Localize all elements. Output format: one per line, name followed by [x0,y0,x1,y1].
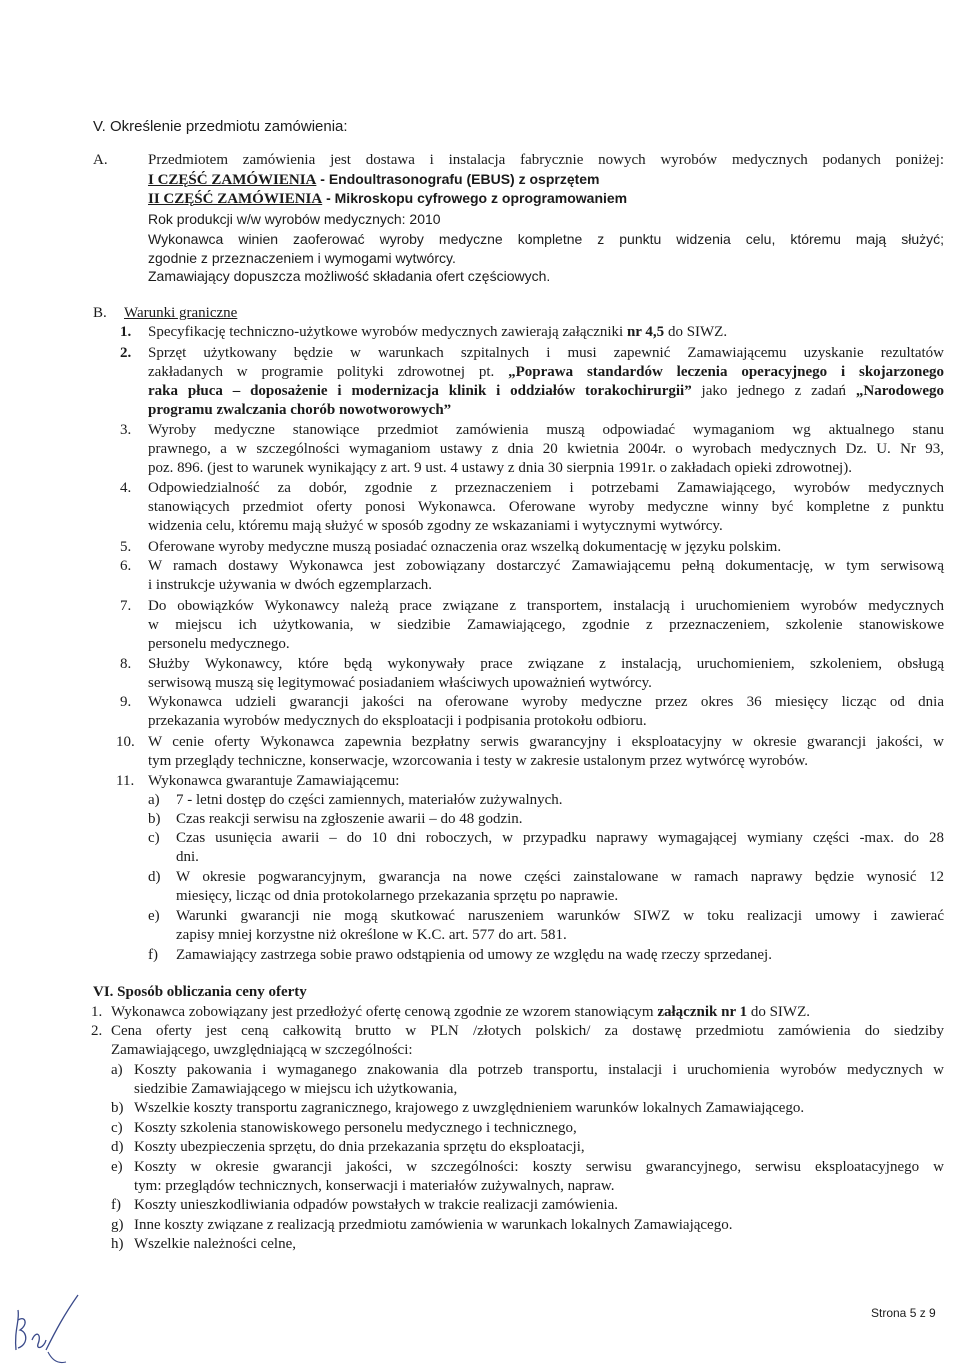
paragraph-line: W okresie pogwarancyjnym, gwarancja na nowe części zainstalowane w ramach naprawy będzie wynosić 12 [176,869,944,885]
sub-label: b) [148,811,161,827]
sub-label: a) [148,792,160,808]
paragraph-line: dni. [176,849,199,865]
paragraph-line: W ramach dostawy Wykonawca jest zobowiązany dostarczyć Zamawiającemu pełną dokumentację, w tym serwisową [148,558,944,574]
subsection-heading: Warunki graniczne [124,305,238,321]
sub-label: a) [111,1062,123,1078]
item-number: 4. [120,480,132,496]
paragraph-line: II CZĘŚĆ ZAMÓWIENIA - Mikroskopu cyfrowego z oprogramowaniem [148,190,628,207]
item-number: 6. [120,558,132,574]
paragraph-line: tym przeglądy techniczne, konserwacje, wzorcowania i testy w zakresie ustalonym przez wytwórcę wyrobów. [148,753,809,769]
paragraph-line: personelu medycznego. [148,636,290,652]
paragraph-line: zgodnie z przeznaczeniem i wymogami wytwórcy. [148,250,456,266]
paragraph-line: przekazania wyrobów medycznych do eksploatacji i podpisania protokołu odbioru. [148,713,647,729]
paragraph-line: Sprzęt użytkowany będzie w warunkach szpitalnych i musi zapewnić Zamawiającemu uzyskanie rezultatów [148,345,944,361]
paragraph-line: Zamawiający zastrzega sobie prawo odstąpienia od umowy ze względu na wadę rzeczy sprzedanej. [176,947,772,963]
item-number: 9. [120,694,132,710]
sub-label: b) [111,1100,124,1116]
paragraph-line: Wszelkie należności celne, [134,1236,296,1252]
sub-label: f) [111,1197,121,1213]
paragraph-line: Wykonawca gwarantuje Zamawiającemu: [148,773,400,789]
paragraph-line: Warunki gwarancji nie mogą skutkować naruszeniem warunków SIWZ w toku realizacji umowy i zawierać [176,908,944,924]
paragraph-line: Zamawiający dopuszcza możliwość składania ofert częściowych. [148,268,551,284]
paragraph-line: Wykonawca zobowiązany jest przedłożyć ofertę cenową zgodnie ze wzorem stanowiącym załącznik nr 1 do SIWZ. [111,1004,811,1020]
paragraph-line: Rok produkcji w/w wyrobów medycznych: 2010 [148,211,441,227]
paragraph-line: Specyfikację techniczno-użytkowe wyrobów medycznych zawierają załączniki nr 4,5 do SIWZ. [148,324,728,340]
item-number: 2. [91,1023,103,1039]
sub-label: c) [148,830,160,846]
paragraph-line: Koszty ubezpieczenia sprzętu, do dnia przekazania sprzętu do eksploatacji, [134,1139,585,1155]
sub-label: e) [111,1159,123,1175]
list-label-a: A. [93,152,108,168]
sub-label: c) [111,1120,123,1136]
paragraph-line: I CZĘŚĆ ZAMÓWIENIA - Endoultrasonografu (EBUS) z osprzętem [148,171,600,188]
paragraph-line: Koszty w okresie gwarancji jakości, w szczególności: koszty serwisu gwarancyjnego, serwisu eksploatacyjnego w [134,1159,944,1175]
item-number: 11. [116,773,135,789]
paragraph-line: prawnego, a w szczególności wymaganiom ustawy z dnia 20 kwietnia 2004r. o wyrobach medycznych Dz. U. Nr 93, [148,441,944,457]
paragraph-line: Przedmiotem zamówienia jest dostawa i instalacja fabrycznie nowych wyrobów medycznych podanych poniżej: [148,152,944,168]
paragraph-line: Cena oferty jest ceną całkowitą brutto w PLN /złotych polskich/ za dostawę przedmiotu zamówienia do siedziby [111,1023,944,1039]
paragraph-line: Oferowane wyroby medyczne muszą posiadać oznaczenia oraz wszelką dokumentację w języku polskim. [148,539,782,555]
paragraph-line: raka płuca – doposażenie i modernizacja klinik i oddziałów torakochirurgii” jako jednego z zadań „Narodowego [148,383,944,399]
paragraph-line: Odpowiedzialność za dobór, zgodnie z przeznaczeniem i potrzebami Zamawiającego, wyrobów medycznych [148,480,944,496]
sub-label: d) [148,869,161,885]
paragraph-line: Inne koszty związane z realizacją przedmiotu zamówienia w warunkach lokalnych Zamawiającego. [134,1217,733,1233]
sub-label: f) [148,947,158,963]
paragraph-line: miesięcy, licząc od dnia protokolarnego przekazania sprzętu po naprawie. [176,888,619,904]
paragraph-line: poz. 896. (jest to warunek wynikający z art. 9 ust. 4 ustawy z dnia 30 sierpnia 1991r. o zakładach opieki zdrowotnej). [148,460,852,476]
paragraph-line: Czas usunięcia awarii – do 10 dni roboczych, w przypadku naprawy wymagającej wymiany części -max. do 28 [176,830,944,846]
item-number: 7. [120,598,132,614]
paragraph-line: Koszty pakowania i wymaganego znakowania dla potrzeb transportu, instalacji i uruchomienia wyrobów medycznych w [134,1062,944,1078]
item-number: 3. [120,422,132,438]
paragraph-line: W cenie oferty Wykonawca zapewnia bezpłatny serwis gwarancyjny i eksploatacyjny w okresie gwarancji jakości, w [148,734,944,750]
handwritten-initials [6,1290,86,1370]
paragraph-line: widzenia celu, któremu mają służyć w sposób zgodny ze wskazaniami i wytycznymi wytwórcy. [148,518,723,534]
paragraph-line: programu zwalczania chorób nowotworowych” [148,402,452,418]
sub-label: e) [148,908,160,924]
sub-label: d) [111,1139,124,1155]
item-number: 1. [91,1004,103,1020]
paragraph-line: tym: przeglądów technicznych, konserwacji i materiałów zużywalnych, napraw. [134,1178,615,1194]
paragraph-line: Służby Wykonawcy, które będą wykonywały prace związane z instalacją, uruchomieniem, szkoleniem, obsługą [148,656,944,672]
section-vi-heading: VI. Sposób obliczania ceny oferty [93,984,307,1000]
item-number: 10. [116,734,135,750]
item-number: 1. [120,324,132,340]
page-number: Strona 5 z 9 [871,1306,936,1320]
paragraph-line: Wyroby medyczne stanowiące przedmiot zamówienia muszą odpowiadać wymaganiom wg aktualnego stanu [148,422,944,438]
item-number: 8. [120,656,132,672]
paragraph-line: w miejscu ich użytkowania, w siedzibie Zamawiającego, zgodnie z przeznaczeniem, szkolenie stanowiskowe [148,617,944,633]
paragraph-line: zapisy mniej korzystne niż określone w K.C. art. 577 do art. 581. [176,927,567,943]
paragraph-line: stanowiących przedmiot oferty ponosi Wykonawca. Oferowane wyroby medyczne winny być kompletne z punktu [148,499,944,515]
paragraph-line: Wykonawca winien zaoferować wyroby medyczne kompletne z punktu widzenia celu, któremu mają służyć; [148,231,944,247]
paragraph-line: 7 - letni dostęp do części zamiennych, materiałów zużywalnych. [176,792,563,808]
paragraph-line: serwisową muszą się legitymować posiadaniem właściwych upoważnień wytwórcy. [148,675,652,691]
paragraph-line: zakładanych w programie polityki zdrowotnej pt. „Poprawa standardów leczenia operacyjnego i skojarzonego [148,364,944,380]
list-label-b: B. [93,305,107,321]
sub-label: g) [111,1217,124,1233]
paragraph-line: Do obowiązków Wykonawcy należą prace związane z transportem, instalacją i uruchomieniem wyrobów medycznych [148,598,944,614]
paragraph-line: i instrukcje używania w dwóch egzemplarzach. [148,577,433,593]
paragraph-line: Wykonawca udzieli gwarancji jakości na oferowane wyroby medyczne przez okres 36 miesięcy licząc od dnia [148,694,944,710]
paragraph-line: Zamawiającego, uwzględniającą w szczególności: [111,1042,413,1058]
section-v-heading: V. Określenie przedmiotu zamówienia: [93,118,348,135]
paragraph-line: siedzibie Zamawiającego w miejscu ich użytkowania, [134,1081,458,1097]
item-number: 2. [120,345,132,361]
paragraph-line: Wszelkie koszty transportu zagranicznego, krajowego z uwzględnieniem warunków lokalnych Zamawiającego. [134,1100,805,1116]
paragraph-line: Czas reakcji serwisu na zgłoszenie awarii – do 48 godzin. [176,811,523,827]
sub-label: h) [111,1236,124,1252]
paragraph-line: Koszty unieszkodliwiania odpadów powstałych w trakcie realizacji zamówienia. [134,1197,618,1213]
paragraph-line: Koszty szkolenia stanowiskowego personelu medycznego i technicznego, [134,1120,577,1136]
item-number: 5. [120,539,132,555]
